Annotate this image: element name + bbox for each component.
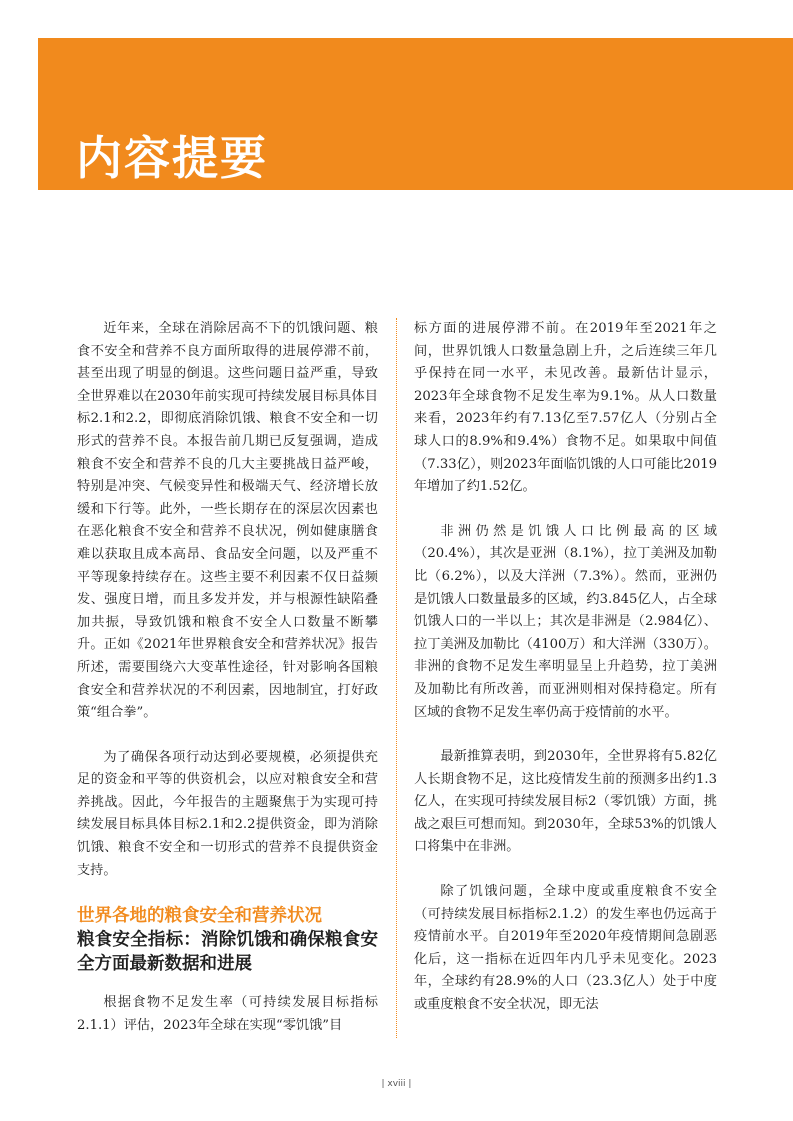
subsection-heading: 粮食安全指标：消除饥饿和确保粮食安全方面最新数据和进展 <box>77 930 378 975</box>
paragraph: 最新推算表明，到2030年，全世界将有5.82亿人长期食物不足，这比疫情发生前的预测多出约1.3亿人，在实现可持续发展目标2（零饥饿）方面，挑战之艰巨可想而知。到2030年，全球53%的饥饿人口将集中在非洲。 <box>414 749 717 855</box>
header-banner <box>38 38 793 190</box>
paragraph: 近年来，全球在消除居高不下的饥饿问题、粮食不安全和营养不良方面所取得的进展停滞不前，甚至出现了明显的倒退。这些问题日益严重，导致全世界难以在2030年前实现可持续发展目标具体目标2.1和2.2，即彻底消除饥饿、粮食不安全和一切形式的营养不良。本报告前几期已反复强调，造成粮食不安全和营养不良的几大主要挑战日益严峻，特别是冲突、气候变异性和极端天气、经济增长放缓和下行等。此外，一些长期存在的深层次因素也在恶化粮食不安全和营养不良状况，例如健康膳食难以获取且成本高昂、食品安全问题，以及严重不平等现象持续存在。这些主要不利因素不仅日益频发、强度日增，而且多发并发，并与根源性缺陷叠加共振，导致饥饿和粮食不安全人口数量不断攀升。正如《2021年世界粮食安全和营养状况》报告所述，需要围绕六大变革性途径，针对影响各国粮食安全和营养状况的不利因素，因地制宜，打好政策“组合拳”。 <box>77 321 378 721</box>
paragraph: 根据食物不足发生率（可持续发展目标指标2.1.1）评估，2023年全球在实现“零饥饿”目 <box>77 995 378 1033</box>
paragraph: 为了确保各项行动达到必要规模，必须提供充足的资金和平等的供资机会，以应对粮食安全和营养挑战。因此，今年报告的主题聚焦于为实现可持续发展目标具体目标2.1和2.2提供资金，即为消除饥饿、粮食不安全和一切形式的营养不良提供资金支持。 <box>77 749 378 878</box>
paragraph: 除了饥饿问题，全球中度或重度粮食不安全（可持续发展目标指标2.1.2）的发生率也仍远高于疫情前水平。自2019年至2020年疫情期间急剧恶化后，这一指标在近四年内几乎未见变化。2023年，全球约有28.9%的人口（23.3亿人）处于中度或重度粮食不安全状况，即无法 <box>414 884 717 1013</box>
paragraph: 非洲仍然是饥饿人口比例最高的区域（20.4%），其次是亚洲（8.1%），拉丁美洲及加勒比（6.2%），以及大洋洲（7.3%）。然而，亚洲仍是饥饿人口数量最多的区域，约3.845亿人，占全球饥饿人口的一半以上；其次是非洲是（2.984亿）、拉丁美洲及加勒比（4100万）和大洋洲（330万）。非洲的食物不足发生率明显呈上升趋势，拉丁美洲及加勒比有所改善，而亚洲则相对保持稳定。所有区域的食物不足发生率仍高于疫情前的水平。 <box>414 523 717 720</box>
section-heading: 世界各地的粮食安全和营养状况 <box>77 906 322 927</box>
left-column <box>77 318 378 1059</box>
page-title: 内容提要 <box>76 131 268 185</box>
paragraph: 标方面的进展停滞不前。在2019年至2021年之间，世界饥饿人口数量急剧上升，之后连续三年几乎保持在同一水平，未见改善。最新估计显示，2023年全球食物不足发生率为9.1%。从人口数量来看，2023年约有7.13亿至7.57亿人（分别占全球人口的8.9%和9.4%）食物不足。如果取中间值（7.33亿），则2023年面临饥饿的人口可能比2019年增加了约1.52亿。 <box>414 321 717 495</box>
right-column <box>414 318 717 1039</box>
column-divider <box>396 318 397 1038</box>
page-number: | xviii | <box>381 1079 412 1089</box>
